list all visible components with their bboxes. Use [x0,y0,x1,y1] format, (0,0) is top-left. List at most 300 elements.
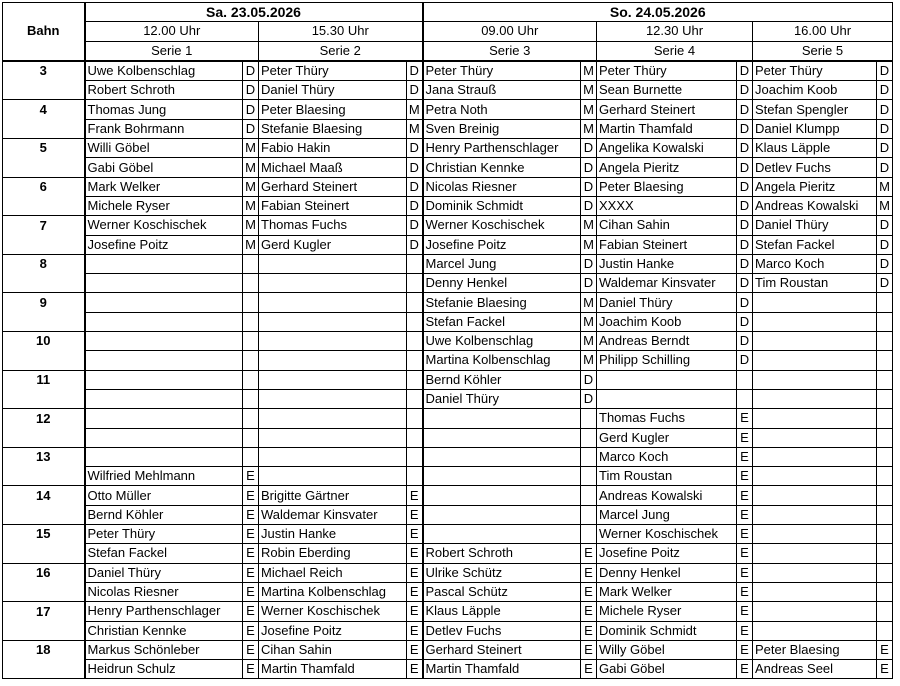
category-code: M [877,177,893,196]
bahn-number [3,467,85,486]
table-row [3,640,893,659]
shooter-name: Daniel Klumpp [753,119,877,138]
category-code: E [243,467,259,486]
shooter-name: Martin Thamfald [259,660,407,679]
category-code: D [581,196,597,215]
category-code: E [243,582,259,601]
category-code: D [243,61,259,81]
shooter-name: Uwe Kolbenschlag [423,332,581,351]
category-code: D [581,274,597,293]
table-row [3,254,893,273]
category-code: E [243,660,259,679]
shooter-name: Markus Schönleber [85,640,243,659]
shooter-name: Willy Göbel [597,640,737,659]
table-row [3,235,893,254]
category-code: D [737,254,753,273]
series-name: Serie 4 [597,41,753,61]
category-code: M [581,61,597,81]
shooter-name [85,428,243,447]
shooter-name: Stefanie Blaesing [259,119,407,138]
shooter-name: Sean Burnette [597,81,737,100]
table-row [3,274,893,293]
category-code [243,351,259,370]
category-code [581,525,597,544]
category-code [407,254,423,273]
shooter-name [85,254,243,273]
category-code [581,447,597,466]
bahn-number [3,351,85,370]
bahn-number: 18 [3,640,85,659]
category-code: E [243,621,259,640]
shooter-name [259,312,407,331]
shooter-name: Willi Göbel [85,139,243,158]
shooter-name: Gerhard Steinert [597,100,737,119]
table-row [3,602,893,621]
category-code: E [581,602,597,621]
shooter-name: Werner Koschischek [85,216,243,235]
category-code: D [877,216,893,235]
category-code: E [407,640,423,659]
category-code: D [737,312,753,331]
category-code [877,351,893,370]
bahn-number: 3 [3,61,85,81]
category-code: M [581,100,597,119]
category-code: M [581,235,597,254]
shooter-name [753,467,877,486]
shooter-name: Josefine Poitz [259,621,407,640]
category-code [243,332,259,351]
shooter-name: Peter Blaesing [597,177,737,196]
shooter-name: Fabio Hakin [259,139,407,158]
shooter-name [259,409,407,428]
category-code [407,389,423,408]
shooter-name: Klaus Läpple [423,602,581,621]
category-code: M [243,216,259,235]
shooter-name: Stefan Fackel [85,544,243,563]
series-time: 12.00 Uhr [85,22,259,41]
category-code: E [407,602,423,621]
category-code: E [243,563,259,582]
category-code: D [243,81,259,100]
shooter-name: Gabi Göbel [85,158,243,177]
shooter-name: Peter Thüry [597,61,737,81]
category-code: E [737,640,753,659]
category-code: M [581,312,597,331]
shooter-name: XXXX [597,196,737,215]
shooter-name: Waldemar Kinsvater [597,274,737,293]
category-code [407,370,423,389]
shooter-name: Peter Blaesing [259,100,407,119]
shooter-name: Christian Kennke [85,621,243,640]
shooter-name [85,447,243,466]
category-code: M [581,332,597,351]
shooter-name: Denny Henkel [597,563,737,582]
category-code [737,389,753,408]
table-row [3,332,893,351]
bahn-number: 7 [3,216,85,235]
category-code: M [243,158,259,177]
shooter-name: Gerhard Steinert [259,177,407,196]
shooter-name: Andreas Seel [753,660,877,679]
category-code: M [243,235,259,254]
category-code: D [737,139,753,158]
category-code: D [407,216,423,235]
shooter-name: Christian Kennke [423,158,581,177]
category-code [877,621,893,640]
category-code [407,274,423,293]
day-header-saturday: Sa. 23.05.2026 [85,3,423,22]
shooter-name: Ulrike Schütz [423,563,581,582]
shooter-name [753,428,877,447]
category-code: E [737,409,753,428]
shooter-name: Fabian Steinert [597,235,737,254]
shooter-name [259,428,407,447]
shooter-name: Angela Pieritz [753,177,877,196]
shooter-name [597,370,737,389]
table-row [3,216,893,235]
category-code [407,447,423,466]
table-row [3,621,893,640]
bahn-number: 9 [3,293,85,312]
category-code [877,447,893,466]
shooter-name [423,486,581,505]
category-code: D [737,119,753,138]
category-code [407,409,423,428]
series-time: 16.00 Uhr [753,22,893,41]
category-code [243,409,259,428]
category-code: M [877,196,893,215]
category-code: E [581,621,597,640]
category-code: M [407,119,423,138]
shooter-name: Werner Koschischek [259,602,407,621]
shooter-name: Marcel Jung [423,254,581,273]
bahn-number [3,312,85,331]
series-name: Serie 5 [753,41,893,61]
bahn-number [3,660,85,679]
corner-cell [3,3,85,22]
shooter-name [423,525,581,544]
category-code: D [737,81,753,100]
shooter-name [85,409,243,428]
schedule-table [2,2,893,679]
shooter-name: Peter Thüry [753,61,877,81]
shooter-name: Gerhard Steinert [423,640,581,659]
shooter-name: Gabi Göbel [597,660,737,679]
category-code [243,254,259,273]
shooter-name: Mark Welker [597,582,737,601]
shooter-name [423,409,581,428]
category-code [243,370,259,389]
category-code: E [737,582,753,601]
shooter-name [753,389,877,408]
category-code: D [737,216,753,235]
category-code: M [243,139,259,158]
category-code: E [581,660,597,679]
category-code: E [737,428,753,447]
bahn-number [3,81,85,100]
category-code [877,486,893,505]
category-code [877,505,893,524]
shooter-name [753,602,877,621]
category-code [877,332,893,351]
bahn-number: 13 [3,447,85,466]
table-row [3,312,893,331]
shooter-name: Martina Kolbenschlag [259,582,407,601]
category-code: M [243,196,259,215]
shooter-name: Daniel Thüry [259,81,407,100]
category-code: D [581,389,597,408]
category-code [877,563,893,582]
shooter-name: Thomas Jung [85,100,243,119]
shooter-name: Daniel Thüry [597,293,737,312]
category-code: D [407,196,423,215]
table-row [3,582,893,601]
shooter-name: Justin Hanke [597,254,737,273]
shooter-name [753,486,877,505]
shooter-name: Robert Schroth [85,81,243,100]
shooter-name: Michele Ryser [597,602,737,621]
bahn-number [3,428,85,447]
category-code [877,544,893,563]
shooter-name: Stefan Fackel [423,312,581,331]
table-row [3,563,893,582]
shooter-name: Peter Blaesing [753,640,877,659]
shooter-name [753,351,877,370]
shooter-name: Angelika Kowalski [597,139,737,158]
category-code: D [407,158,423,177]
shooter-name: Stefan Fackel [753,235,877,254]
shooter-name [85,274,243,293]
category-code: E [737,602,753,621]
shooter-name [259,254,407,273]
bahn-number: 6 [3,177,85,196]
category-code: D [737,100,753,119]
bahn-number [3,158,85,177]
shooter-name: Robert Schroth [423,544,581,563]
shooter-name: Andreas Kowalski [753,196,877,215]
shooter-name: Petra Noth [423,100,581,119]
shooter-name: Otto Müller [85,486,243,505]
shooter-name: Gerd Kugler [259,235,407,254]
category-code [877,602,893,621]
category-code [243,447,259,466]
bahn-header: Bahn [3,22,85,41]
category-code [877,389,893,408]
category-code: D [737,351,753,370]
shooter-name: Thomas Fuchs [259,216,407,235]
bahn-number [3,274,85,293]
category-code: D [737,293,753,312]
bahn-number [3,582,85,601]
category-code: E [407,563,423,582]
series-name: Serie 1 [85,41,259,61]
category-code [243,389,259,408]
category-code: E [407,660,423,679]
table-row [3,505,893,524]
category-code [407,332,423,351]
shooter-name [753,582,877,601]
category-code: E [243,505,259,524]
shooter-name: Fabian Steinert [259,196,407,215]
category-code: E [407,525,423,544]
shooter-name: Dominik Schmidt [597,621,737,640]
category-code: D [877,235,893,254]
category-code: E [581,582,597,601]
bahn-number: 10 [3,332,85,351]
category-code: M [581,81,597,100]
category-code: D [581,177,597,196]
category-code: D [737,274,753,293]
bahn-number: 14 [3,486,85,505]
table-row [3,525,893,544]
shooter-name [753,370,877,389]
category-code: E [877,660,893,679]
category-code [737,370,753,389]
table-row [3,389,893,408]
shooter-name: Marcel Jung [597,505,737,524]
bahn-header-spacer [3,41,85,61]
shooter-name: Dominik Schmidt [423,196,581,215]
shooter-name: Pascal Schütz [423,582,581,601]
category-code: E [243,544,259,563]
category-code: E [407,486,423,505]
category-code [877,312,893,331]
category-code [243,312,259,331]
bahn-number [3,196,85,215]
shooter-name: Sven Breinig [423,119,581,138]
category-code [581,505,597,524]
category-code [407,351,423,370]
table-row [3,467,893,486]
time-header-row [3,22,893,41]
bahn-number [3,235,85,254]
category-code: E [407,505,423,524]
category-code [581,467,597,486]
category-code: E [877,640,893,659]
category-code [877,467,893,486]
bahn-number: 16 [3,563,85,582]
shooter-name [423,447,581,466]
category-code: E [243,640,259,659]
category-code: D [877,274,893,293]
shooter-name: Jana Strauß [423,81,581,100]
shooter-name: Werner Koschischek [597,525,737,544]
shooter-name: Angela Pieritz [597,158,737,177]
category-code [877,582,893,601]
category-code: M [243,177,259,196]
bahn-number: 8 [3,254,85,273]
shooter-name [423,467,581,486]
category-code: D [407,61,423,81]
category-code [877,525,893,544]
category-code: E [737,447,753,466]
category-code: D [407,81,423,100]
category-code: D [737,196,753,215]
category-code: D [737,332,753,351]
bahn-number: 17 [3,602,85,621]
category-code: D [581,139,597,158]
category-code: E [243,525,259,544]
shooter-name [85,351,243,370]
category-code: E [243,486,259,505]
category-code: M [581,293,597,312]
shooter-name: Klaus Läpple [753,139,877,158]
category-code: E [407,582,423,601]
table-row [3,486,893,505]
table-row [3,61,893,81]
shooter-name: Michael Reich [259,563,407,582]
shooter-name: Bernd Köhler [85,505,243,524]
shooter-name: Peter Thüry [423,61,581,81]
shooter-name [259,467,407,486]
table-row [3,119,893,138]
bahn-number: 15 [3,525,85,544]
shooter-name: Denny Henkel [423,274,581,293]
category-code: E [581,563,597,582]
shooter-name [423,505,581,524]
shooter-name: Gerd Kugler [597,428,737,447]
shooter-name [753,621,877,640]
category-code: D [407,235,423,254]
shooter-name: Detlev Fuchs [423,621,581,640]
category-code: D [877,158,893,177]
shooter-name [753,563,877,582]
shooter-name [753,505,877,524]
bahn-number [3,621,85,640]
shooter-name [753,409,877,428]
shooter-name [85,293,243,312]
category-code: D [243,100,259,119]
category-code: E [407,544,423,563]
shooter-name: Josefine Poitz [85,235,243,254]
shooter-name: Philipp Schilling [597,351,737,370]
shooter-name: Nicolas Riesner [85,582,243,601]
category-code [877,293,893,312]
shooter-name: Justin Hanke [259,525,407,544]
shooter-name: Andreas Kowalski [597,486,737,505]
category-code [877,428,893,447]
category-code [407,428,423,447]
shooter-name: Tim Roustan [597,467,737,486]
category-code [243,274,259,293]
shooter-name: Michele Ryser [85,196,243,215]
category-code: E [737,563,753,582]
table-row [3,447,893,466]
bahn-number [3,119,85,138]
category-code: E [737,505,753,524]
series-name: Serie 2 [259,41,423,61]
table-row [3,196,893,215]
category-code: E [737,486,753,505]
table-row [3,351,893,370]
category-code [243,428,259,447]
day-header-row [3,3,893,22]
category-code: M [581,216,597,235]
category-code: D [877,139,893,158]
shooter-name: Stefanie Blaesing [423,293,581,312]
shooter-name [259,293,407,312]
shooter-name [753,312,877,331]
category-code: E [737,467,753,486]
table-row [3,544,893,563]
shooter-name: Peter Thüry [259,61,407,81]
category-code: D [737,235,753,254]
category-code [243,293,259,312]
table-row [3,158,893,177]
shooter-name [85,389,243,408]
category-code: M [407,100,423,119]
shooter-name [753,447,877,466]
